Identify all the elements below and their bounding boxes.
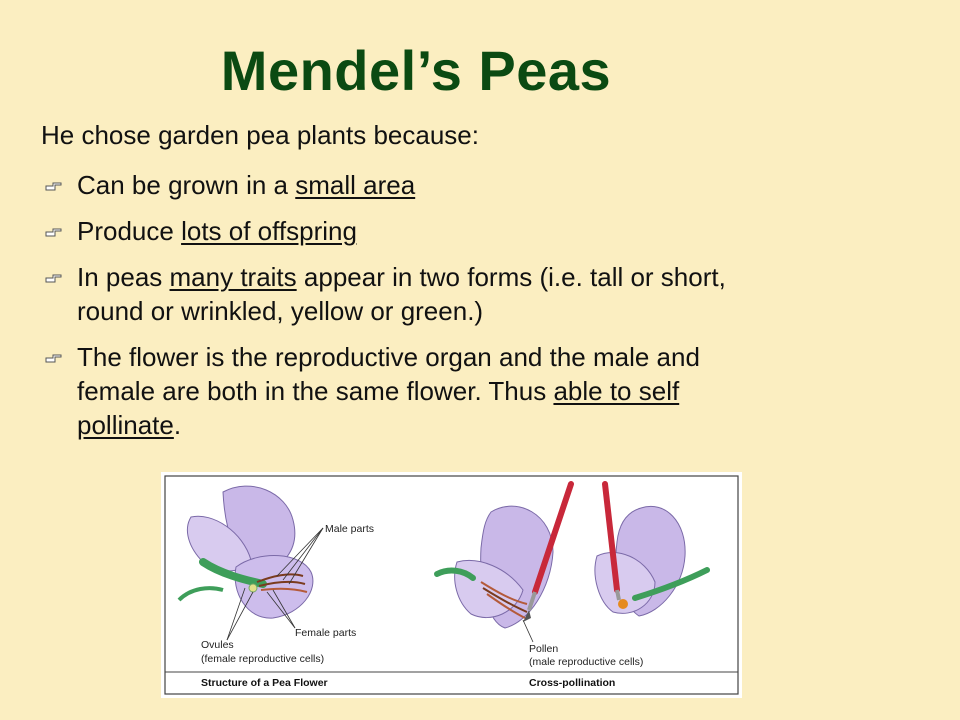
bullet-item — [44, 214, 784, 248]
bullet-text: In peas — [77, 262, 170, 292]
bullet-underlined-text: small area — [295, 170, 416, 200]
bullet-item — [44, 340, 784, 442]
ovules-description: (female reproductive cells) — [201, 653, 325, 665]
intro-text: He chose garden pea plants because: — [41, 120, 479, 150]
bullet-item — [44, 260, 784, 328]
ovules-label: Ovules — [201, 639, 234, 651]
slide-title: Mendel’s Peas — [220, 39, 612, 102]
pollen-label: Pollen — [529, 643, 559, 655]
pointing-hand-icon — [44, 348, 64, 364]
bullet-text: Can be grown in a — [77, 170, 296, 200]
male-parts-label: Male parts — [325, 523, 375, 535]
bullet-text: The flower is the reproductive organ and the male and female are both in the same flower. Thus — [77, 342, 700, 406]
pointing-hand-icon — [44, 268, 64, 284]
bullet-underlined-text: lots of offspring — [181, 216, 357, 246]
female-parts-label: Female parts — [295, 627, 357, 639]
pollen-description: (male reproductive cells) — [529, 656, 644, 668]
bullet-list — [44, 168, 784, 454]
structure-caption: Structure of a Pea Flower — [201, 677, 328, 689]
bullet-underlined-text: able to self pollinate — [77, 376, 680, 440]
pointing-hand-icon — [44, 176, 64, 192]
pea-flower-illustration — [161, 472, 742, 698]
bullet-item — [44, 168, 784, 202]
cross-pollination-caption: Cross-pollination — [529, 677, 616, 689]
bullet-underlined-text: many traits — [169, 262, 297, 292]
pea-flower-figure — [161, 472, 742, 698]
pointing-hand-icon — [44, 222, 64, 238]
bullet-text-after: appear in two forms (i.e. tall or short, round or wrinkled, yellow or green.) — [77, 262, 726, 326]
bullet-text-after: . — [173, 410, 182, 440]
bullet-text: Produce — [77, 216, 182, 246]
